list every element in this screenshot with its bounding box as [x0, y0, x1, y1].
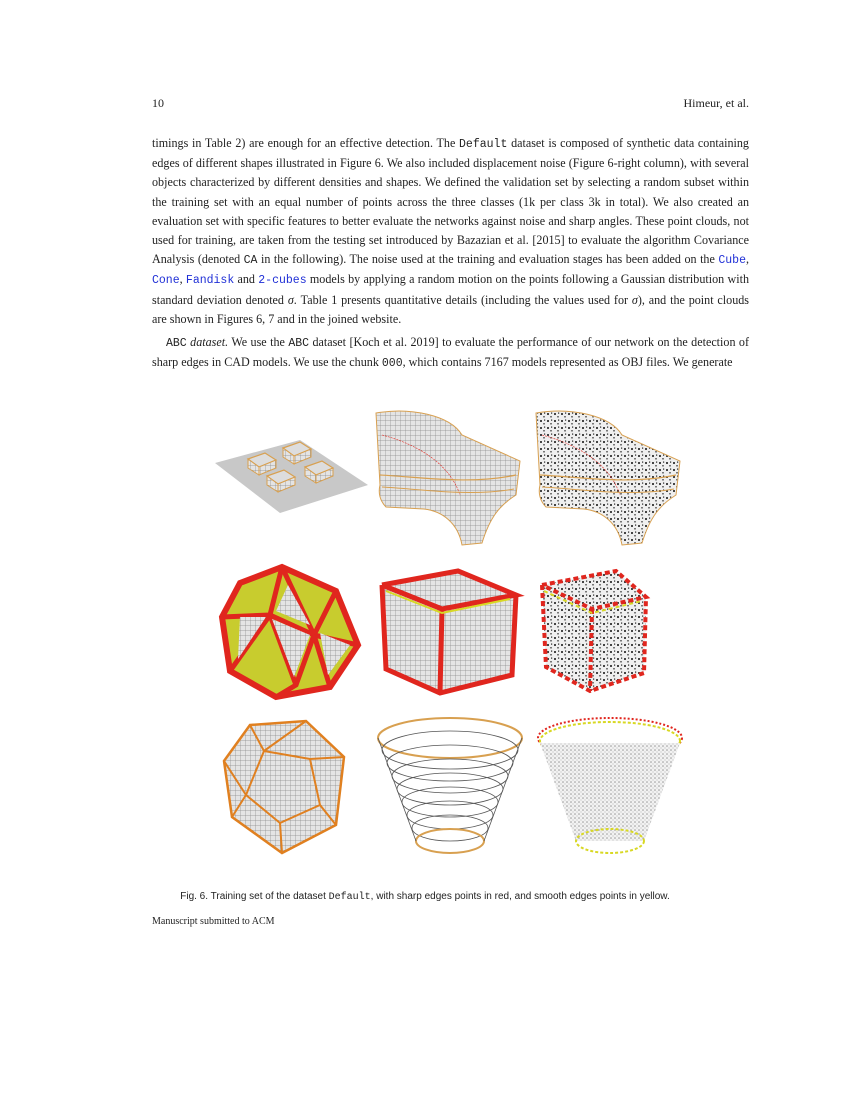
panel-2-cubes-plane: [215, 440, 368, 513]
separator: and: [234, 272, 259, 287]
text-run: ), and the point clouds are shown in Figures 6, 7 and in the joined website.: [152, 292, 749, 326]
body-paragraph-2: [152, 333, 749, 373]
separator: ,: [745, 252, 749, 267]
code-abc-heading: ABC: [166, 337, 187, 350]
link-2-cubes[interactable]: 2-cubes: [258, 274, 307, 288]
caption-prefix: Fig. 6. Training set of the dataset: [180, 891, 329, 902]
panel-fandisk: [376, 411, 520, 545]
code-ca: CA: [243, 254, 258, 268]
page-footer: Manuscript submitted to ACM: [152, 916, 275, 927]
text-run: . Table 1 presents quantitative details (including the values used for: [293, 292, 632, 307]
text-run: We use the: [228, 335, 289, 349]
link-cube[interactable]: Cube: [718, 254, 746, 268]
text-run: dataset is composed of synthetic data containing edges of different shapes illustrated in Figure 6. We also included displacement noise (Figure 6-right column), with several objects characterized by different densities and shapes. We defined the validation set by selecting a random subset within the training set with an equal number of points across the three classes (1k per class 3k in total). We also created an evaluation set with specific features to better evaluate the networks against noise and sharp angles. These point clouds, not used for training, are taken from the testing set introduced by Bazazian et al. [2015] to evaluate the algorithm Covariance Analysis (denoted: [152, 136, 749, 267]
code-chunk: 000: [381, 357, 403, 371]
page-number: 10: [152, 96, 164, 110]
paragraph-heading: dataset.: [186, 335, 229, 349]
body-paragraph-1: [152, 134, 749, 329]
separator: ,: [179, 272, 186, 287]
text-run: models by applying a random motion on the points following a Gaussian distribution with standard deviation denoted: [152, 272, 749, 307]
caption-code: Default: [328, 892, 371, 903]
caption-suffix: , with sharp edges points in red, and smooth edges points in yellow.: [370, 891, 670, 902]
panel-icosahedron: [222, 567, 358, 697]
panel-cube: [382, 571, 516, 693]
text-run: in the following). The noise used at the training and evaluation stages has been added on the: [257, 252, 719, 267]
text-run: , which contains 7167 models represented as OBJ files. We generate: [402, 355, 733, 370]
panel-cone-noisy: [538, 718, 682, 853]
panel-cube-noisy: [542, 571, 646, 691]
running-head: Himeur, et al.: [683, 96, 749, 110]
link-cone[interactable]: Cone: [152, 274, 180, 288]
panel-cone: [378, 718, 522, 853]
figure-caption: [0, 891, 850, 903]
text-run: dataset [Koch et al. 2019] to evaluate the performance of our network on the detection of sharp edges in CAD models. We use the chunk: [152, 335, 749, 370]
link-fandisk[interactable]: Fandisk: [185, 274, 235, 288]
sigma-symbol: σ: [631, 292, 638, 307]
panel-fandisk-noisy: [536, 411, 680, 545]
figure-6: [210, 405, 690, 870]
code-default: Default: [459, 138, 508, 151]
sigma-symbol: σ: [287, 292, 294, 307]
text-run: timings in Table 2) are enough for an effective detection. The: [152, 136, 460, 150]
panel-dodecahedron: [224, 721, 344, 853]
code-abc: ABC: [288, 337, 310, 350]
